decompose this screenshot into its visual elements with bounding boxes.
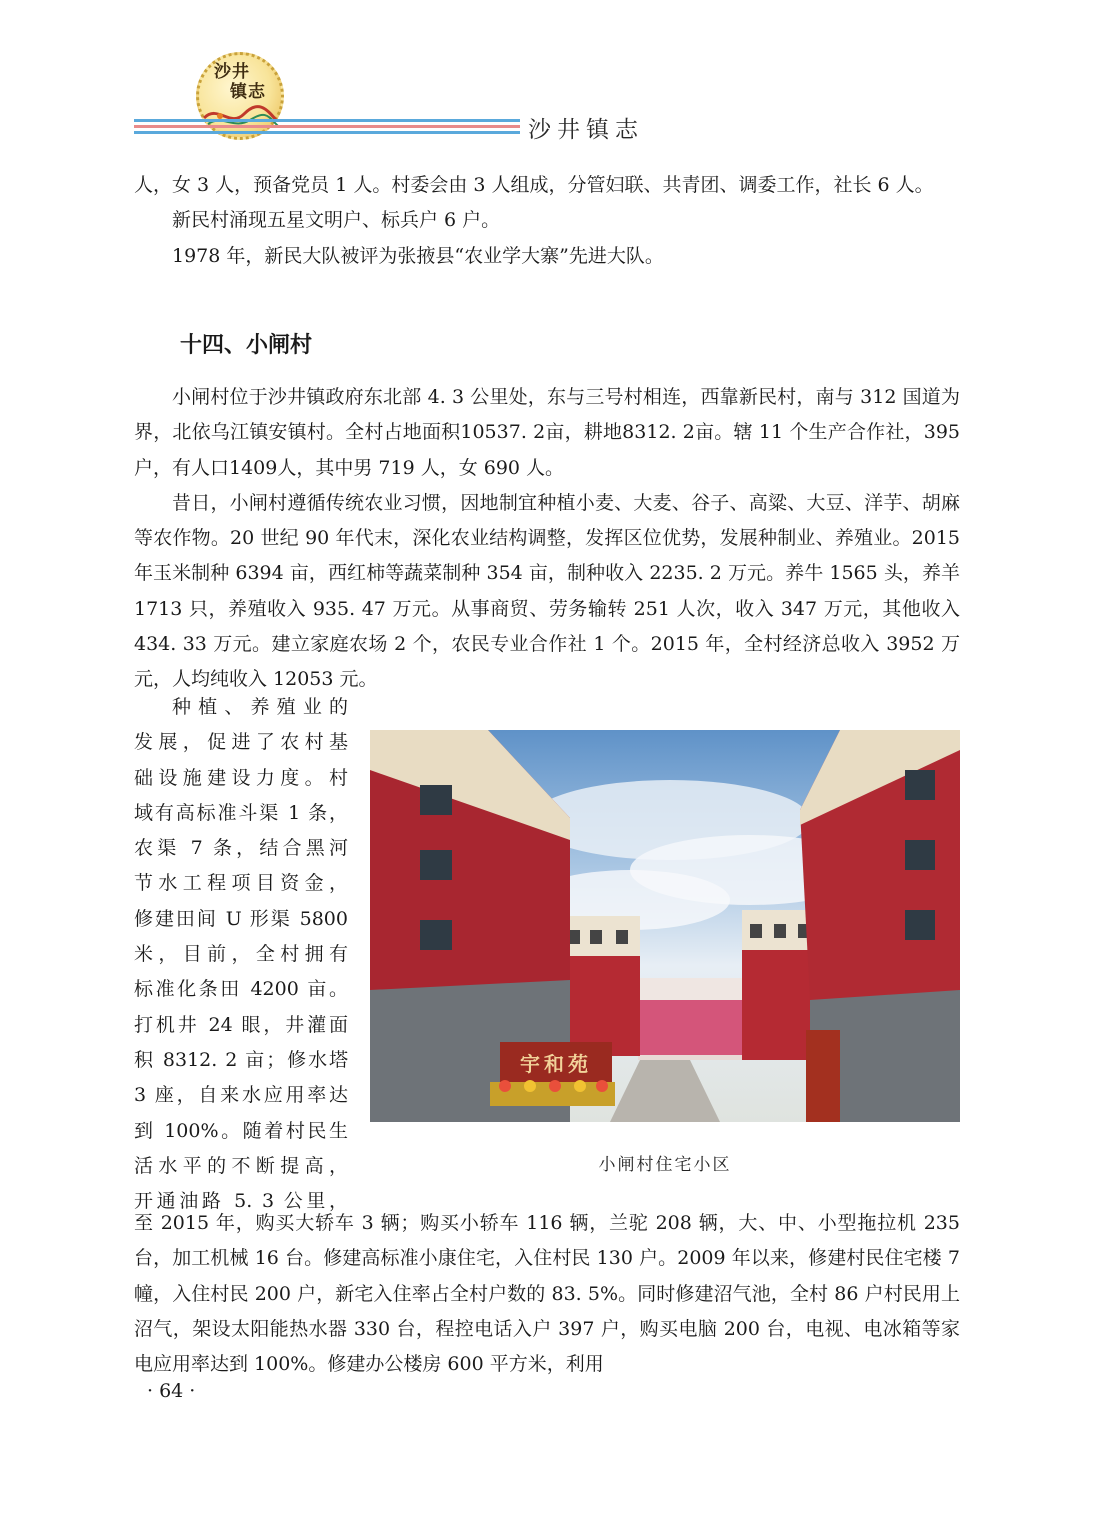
photo-illustration — [370, 730, 960, 1122]
paragraph: 新民村涌现五星文明户、标兵户 6 户。 — [172, 209, 501, 232]
side-line: 积 8312. 2 亩；修水塔 — [134, 1048, 348, 1071]
side-line: 节水工程项目资金， — [134, 872, 348, 895]
side-line: 活水平的不断提高， — [134, 1154, 348, 1177]
side-line: 种植、养殖业的 — [172, 696, 348, 718]
side-line: 修建田间 U 形渠 5800 — [134, 907, 348, 930]
side-column-text — [134, 690, 348, 1219]
text-block-2 — [134, 380, 960, 698]
paragraph: 小闸村位于沙井镇政府东北部 4. 3 公里处，东与三号村相连，西靠新民村，南与 312 国道为界，北依乌江镇安镇村。全村占地面积10537. 2亩，耕地8312. 2亩。辖 11 个生产合作社，395户，有人口1409人，其中男 719 人，女 690 人。 — [134, 386, 960, 479]
paragraph: 人，女 3 人，预备党员 1 人。村委会由 3 人组成，分管妇联、共青团、调委工作，社长 6 人。 — [134, 174, 934, 196]
photo-caption: 小闸村住宅小区 — [598, 1155, 732, 1175]
header-rule-blue-top — [134, 119, 520, 122]
header-rule-red — [134, 125, 520, 128]
side-line: 础设施建设力度。村 — [134, 766, 348, 789]
side-line: 发展，促进了农村基 — [134, 731, 348, 754]
paragraph: 至 2015 年，购买大轿车 3 辆；购买小轿车 116 辆，兰驼 208 辆，大、中、小型拖拉机 235 台，加工机械 16 台。修建高标准小康住宅，入住村民 130 户。2009 年以来，修建村民住宅楼 7 幢，入住村民 200 户，新宅入住率占全村户数的 83. 5%。同时修建沼气池，全村 86 户村民用上沼气，架设太阳能热水器 330 台，程控电话入户 397 户，购买电脑 200 台，电视、电冰箱等家电应用率达到 100%。修建办公楼房 600 平方米，利用 — [134, 1212, 960, 1376]
side-line: 打机井 24 眼，井灌面 — [134, 1013, 348, 1036]
logo-line-1: 沙井 — [214, 62, 250, 82]
logo-text — [214, 62, 274, 102]
gate-sign-text: 宇和苑 — [520, 1052, 592, 1076]
paragraph: 1978 年，新民大队被评为张掖县“农业学大寨”先进大队。 — [172, 244, 664, 267]
page-header — [0, 0, 1093, 150]
paragraph: 昔日，小闸村遵循传统农业习惯，因地制宜种植小麦、大麦、谷子、高粱、大豆、洋芋、胡麻等农作物。20 世纪 90 年代末，深化农业结构调整，发挥区位优势，发展种制业、养殖业。2015 年玉米制种 6394 亩，西红柿等蔬菜制种 354 亩，制种收入 2235. 2 万元。养牛 1565 头，养羊 1713 只，养殖收入 935. 47 万元。从事商贸、劳务输转 251 人次，收入 347 万元，其他收入 434. 33 万元。建立家庭农场 2 个，农民专业合作社 1 个。2015 年，全村经济总收入 3952 万元，人均纯收入 12053 元。 — [134, 491, 960, 691]
running-title: 沙井镇志 — [528, 117, 644, 143]
side-line: 米，目前，全村拥有 — [134, 943, 348, 966]
section-heading: 十四、小闸村 — [180, 333, 313, 358]
side-line: 农渠 7 条，结合黑河 — [134, 837, 348, 860]
residential-complex-photo — [370, 730, 960, 1122]
header-rule-blue-bottom — [134, 131, 520, 134]
side-line: 开通油路 5. 3 公里， — [134, 1190, 348, 1213]
page-number: · 64 · — [147, 1380, 196, 1402]
side-line: 3 座，自来水应用率达 — [134, 1084, 348, 1107]
text-block-1 — [134, 168, 960, 274]
side-line: 标准化条田 4200 亩。 — [134, 978, 348, 1001]
side-line: 到 100%。随着村民生 — [134, 1119, 348, 1142]
logo-line-2: 镇志 — [230, 82, 266, 102]
text-block-3 — [134, 1206, 960, 1382]
side-line: 域有高标准斗渠 1 条， — [134, 801, 348, 824]
